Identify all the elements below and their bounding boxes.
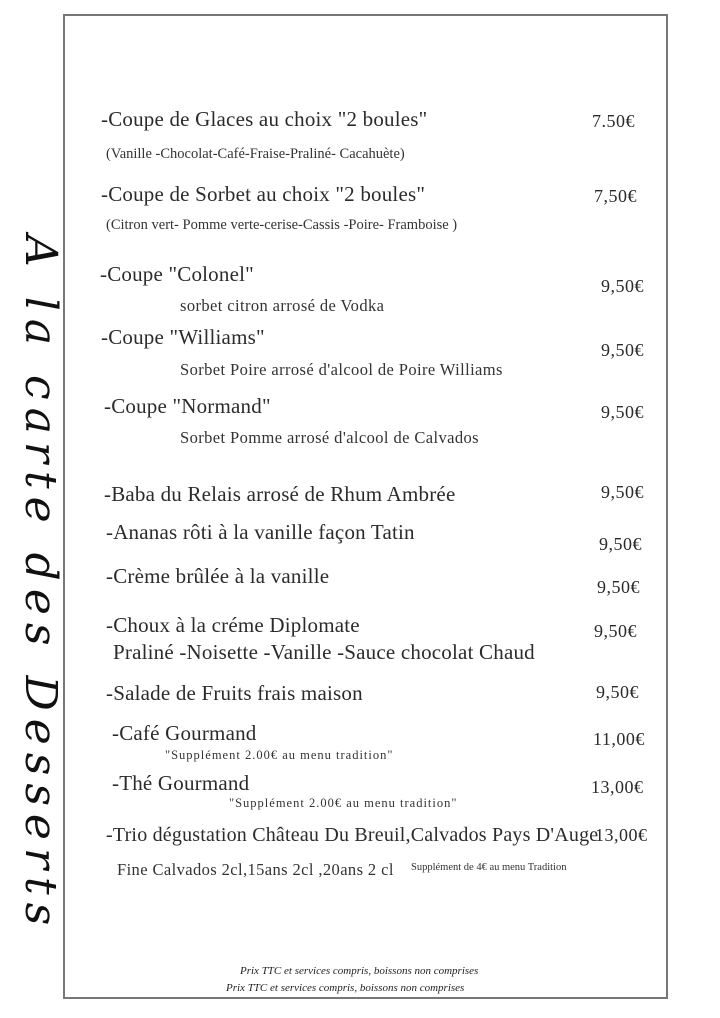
menu-item-name: -Coupe de Glaces au choix "2 boules" <box>101 107 428 131</box>
menu-item-price: 13,00€ <box>591 777 644 797</box>
menu-item-price: 9,50€ <box>601 276 644 296</box>
menu-item-description: Fine Calvados 2cl,15ans 2cl ,20ans 2 cl <box>117 860 394 879</box>
menu-item-name: -Coupe "Colonel" <box>100 262 254 286</box>
menu-item-price: 9,50€ <box>594 621 637 641</box>
footer-note: Prix TTC et services compris, boissons non comprises <box>226 982 465 994</box>
menu-item-name: -Coupe "Williams" <box>101 325 265 349</box>
menu-item-price: 7,50€ <box>594 186 637 206</box>
menu-item-description: Sorbet Pomme arrosé d'alcool de Calvados <box>180 428 479 447</box>
menu-item-price: 9,50€ <box>599 534 642 554</box>
menu-item-name: -Baba du Relais arrosé de Rhum Ambrée <box>104 482 456 506</box>
menu-item-description: Sorbet Poire arrosé d'alcool de Poire Williams <box>180 360 503 379</box>
menu-item-description: Praliné -Noisette -Vanille -Sauce chocolat Chaud <box>113 640 535 664</box>
menu-item-name: -Café Gourmand <box>112 721 257 745</box>
menu-item-price: 9,50€ <box>601 482 644 502</box>
menu-item-name: -Salade de Fruits frais maison <box>106 681 363 705</box>
menu-item-name: -Ananas rôti à la vanille façon Tatin <box>106 520 415 544</box>
menu-item-price: 7.50€ <box>592 111 635 131</box>
footer-note: Prix TTC et services compris, boissons non comprises <box>240 965 479 977</box>
menu-item-supplement: "Supplément 2.00€ au menu tradition" <box>165 748 394 762</box>
menu-item-supplement: "Supplément 2.00€ au menu tradition" <box>229 796 458 810</box>
menu-item-name: -Trio dégustation Château Du Breuil,Calvados Pays D'Auge <box>106 824 599 846</box>
menu-item-price: 9,50€ <box>596 682 639 702</box>
menu-item-description: (Vanille -Chocolat-Café-Fraise-Praliné- Cacahuète) <box>106 146 405 162</box>
menu-item-name: -Coupe de Sorbet au choix "2 boules" <box>101 182 426 206</box>
menu-item-supplement: Supplément de 4€ au menu Tradition <box>411 862 567 873</box>
menu-item-description: (Citron vert- Pomme verte-cerise-Cassis -Poire- Framboise ) <box>106 217 458 233</box>
menu-item-name: -Thé Gourmand <box>112 771 250 795</box>
page-title: A la carte des Desserts <box>15 235 66 934</box>
menu-item-price: 9,50€ <box>597 577 640 597</box>
menu-item-price: 9,50€ <box>601 340 644 360</box>
menu-item-price: 13,00€ <box>595 825 648 845</box>
menu-item-price: 9,50€ <box>601 402 644 422</box>
menu-item-name: -Crème brûlée à la vanille <box>106 564 330 588</box>
menu-item-name: -Coupe "Normand" <box>104 394 271 418</box>
menu-item-price: 11,00€ <box>593 729 645 749</box>
menu-item-name: -Choux à la créme Diplomate <box>106 613 360 637</box>
menu-item-description: sorbet citron arrosé de Vodka <box>180 296 385 315</box>
